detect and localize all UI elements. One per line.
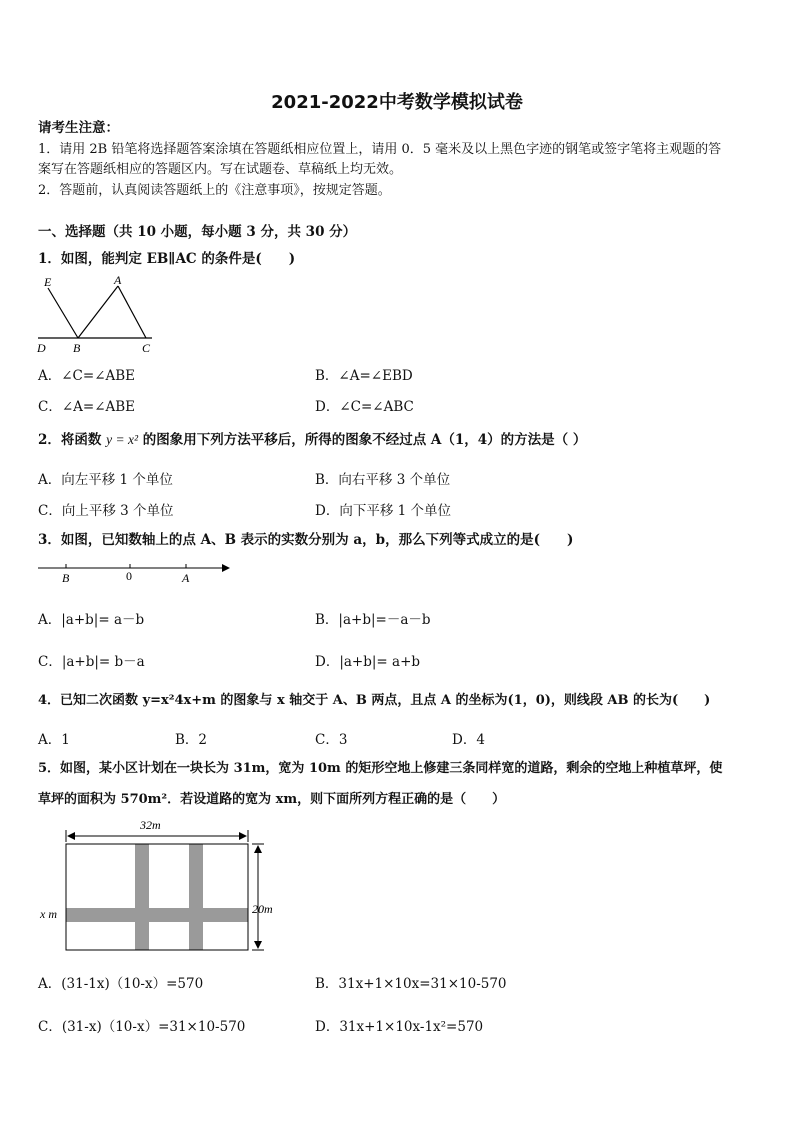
label-b: B [73, 341, 81, 355]
notice-heading: 请考生注意： [38, 120, 119, 136]
q1-option-d: D．∠C=∠ABC [315, 399, 414, 415]
page-title: 2021-2022中考数学模拟试卷 [271, 92, 523, 113]
label-e: E [44, 275, 52, 289]
label-0: 0 [126, 569, 132, 583]
top-label: 32m [140, 818, 161, 832]
axis-arrow [222, 564, 230, 572]
q2-option-b: B．向右平移 3 个单位 [315, 472, 451, 488]
q5-option-c: C．(31-x)（10-x）=31×10-570 [38, 1019, 246, 1035]
q4-option-c: C．3 [315, 732, 348, 748]
q1-option-a: A．∠C=∠ABE [38, 368, 136, 384]
q3-option-a: A．|a+b|= a－b [38, 612, 145, 628]
q4-option-a: A．1 [38, 732, 70, 748]
line-ba [78, 286, 118, 338]
question-2-stem [38, 430, 586, 450]
question-3-number-line [36, 558, 236, 588]
q5-option-b: B．31x+1×10x=31×10-570 [315, 976, 507, 992]
question-1-stem: 1．如图，能判定 EB∥AC 的条件是( ) [38, 251, 296, 267]
q5-option-a: A．(31-1x)（10-x）=570 [38, 976, 204, 992]
question-2-formula: y = x² [106, 432, 139, 447]
q3-option-b: B．|a+b|=－a－b [315, 612, 431, 628]
q1-option-b: B．∠A=∠EBD [315, 368, 413, 384]
q2-option-d: D．向下平移 1 个单位 [315, 503, 451, 519]
question-5-stem-1: 5．如图，某小区计划在一块长为 31m，宽为 10m 的矩形空地上修建三条同样宽的道路，剩余的空地上种植草坪，使 [38, 761, 723, 776]
question-1-figure [34, 272, 164, 358]
question-5-figure [36, 814, 286, 958]
field-rect [66, 844, 248, 950]
q3-option-c: C．|a+b|= b－a [38, 654, 145, 670]
vertical-road-2 [189, 844, 203, 950]
horizontal-road [66, 908, 248, 922]
label-b: B [62, 571, 70, 585]
q2-option-a: A．向左平移 1 个单位 [38, 472, 173, 488]
q4-option-d: D．4 [452, 732, 485, 748]
notice-line-1b: 案写在答题纸相应的答题区内。写在试题卷、草稿纸上均无效。 [38, 162, 403, 177]
q2-option-c: C．向上平移 3 个单位 [38, 503, 174, 519]
label-d: D [37, 341, 46, 355]
q4-option-b: B．2 [175, 732, 208, 748]
question-2-stem-pre: 2．将函数 [38, 432, 102, 448]
q3-option-d: D．|a+b|= a+b [315, 654, 421, 670]
label-a: A [182, 571, 190, 585]
question-4-stem: 4．已知二次函数 y=x²4x+m 的图象与 x 轴交于 A、B 两点，且点 A 的坐标为(1，0)，则线段 AB 的长为( ) [38, 693, 711, 708]
notice-line-2: 2．答题前，认真阅读答题纸上的《注意事项》，按规定答题。 [38, 183, 391, 198]
question-5-stem-2: 草坪的面积为 570m²．若设道路的宽为 xm，则下面所列方程正确的是（ ） [38, 792, 506, 807]
line-ac [118, 286, 146, 338]
q1-option-c: C．∠A=∠ABE [38, 399, 136, 415]
left-label: x m [40, 907, 57, 921]
q5-option-d: D．31x+1×10x-1x²=570 [315, 1019, 484, 1035]
vertical-road-1 [135, 844, 149, 950]
notice-line-1a: 1．请用 2B 铅笔将选择题答案涂填在答题纸相应位置上，请用 0．5 毫米及以上黑色字迹的钢笔或签字笔将主观题的答 [38, 142, 722, 157]
line-eb [48, 288, 78, 338]
label-a: A [114, 273, 122, 287]
question-2-stem-post: 的图象用下列方法平移后，所得的图象不经过点 A（1，4）的方法是（ ） [142, 432, 587, 448]
section-heading: 一、选择题（共 10 小题，每小题 3 分，共 30 分） [38, 224, 357, 240]
label-c: C [142, 341, 151, 355]
right-label: 20m [252, 902, 273, 916]
question-3-stem: 3．如图，已知数轴上的点 A、B 表示的实数分别为 a，b，那么下列等式成立的是( ) [38, 532, 574, 548]
